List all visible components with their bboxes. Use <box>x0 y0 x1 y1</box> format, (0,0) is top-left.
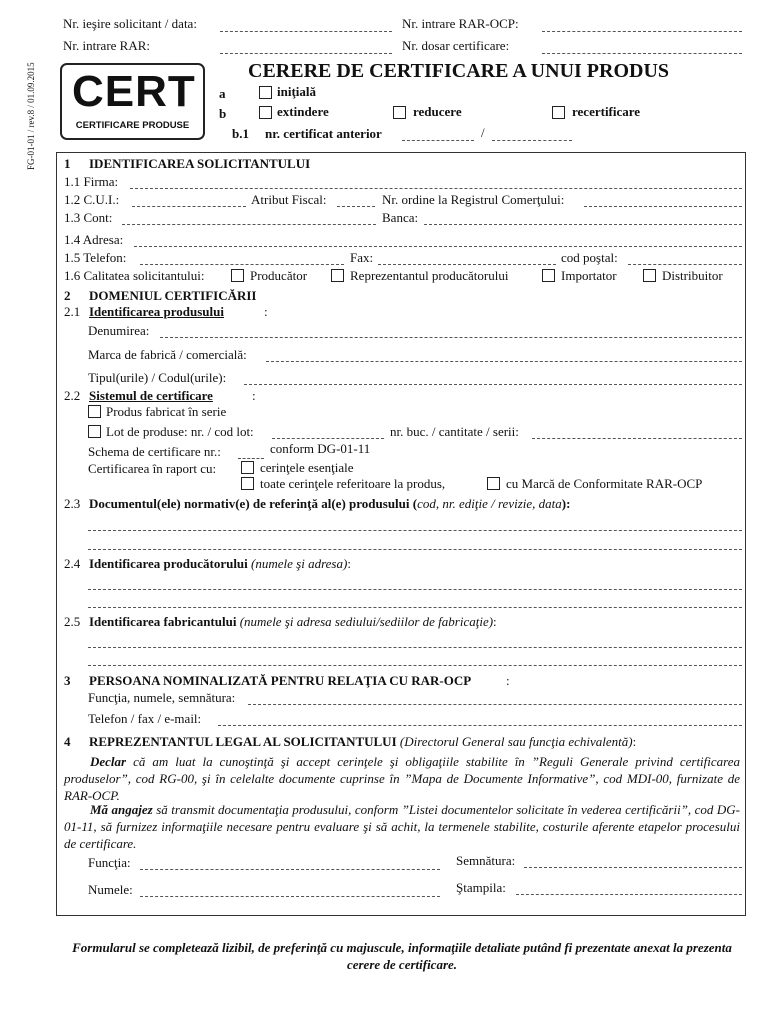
cont-field[interactable] <box>122 224 376 225</box>
recertificare-label: recertificare <box>572 104 641 119</box>
declaration-paragraph <box>64 753 740 804</box>
p25-title-end: : <box>493 614 497 629</box>
toate-cerintele-label: toate cerinţele referitoare la produs, <box>260 476 446 491</box>
cert-logo <box>60 63 205 140</box>
calitatea-label: 1.6 Calitatea solicitantului: <box>64 268 205 283</box>
section-2-number: 2 <box>64 288 71 303</box>
p22-colon: : <box>252 388 256 403</box>
registru-label: Nr. ordine la Registrul Comerţului: <box>382 192 565 207</box>
marca-field[interactable] <box>266 361 742 362</box>
lot-field[interactable] <box>272 438 384 439</box>
p25-title <box>89 614 497 630</box>
nr-iesire-label: Nr. ieşire solicitant / data: <box>63 16 197 31</box>
firma-field[interactable] <box>130 188 742 189</box>
fax-label: Fax: <box>350 250 374 265</box>
numele-label: Numele: <box>88 882 133 897</box>
cod-postal-field[interactable] <box>628 264 742 265</box>
p23-title-italic: cod, nr. ediţie / revizie, data <box>417 496 562 511</box>
banca-field[interactable] <box>424 224 742 225</box>
functia-label: Funcţia: <box>88 855 131 870</box>
schema-label: Schema de certificare nr.: <box>88 444 221 459</box>
conform-text: conform DG-01-11 <box>270 441 371 456</box>
cui-field[interactable] <box>132 206 246 207</box>
nr-iesire-field[interactable] <box>220 31 392 32</box>
p23-field-2[interactable] <box>88 549 742 550</box>
esentiale-label: cerinţele esenţiale <box>260 460 354 475</box>
esentiale-checkbox[interactable] <box>241 461 254 474</box>
producator-checkbox[interactable] <box>231 269 244 282</box>
marca-conformitate-label: cu Marcă de Conformitate RAR-OCP <box>506 476 703 491</box>
telefon-field[interactable] <box>140 264 344 265</box>
nrbuc-label: nr. buc. / cantitate / serii: <box>390 424 519 439</box>
extindere-checkbox[interactable] <box>259 106 272 119</box>
toate-cerintele-checkbox[interactable] <box>241 477 254 490</box>
commitment-paragraph <box>64 801 740 852</box>
type-b-letter: b <box>219 106 227 121</box>
section-4-number: 4 <box>64 734 71 749</box>
certificat-anterior-date-field[interactable] <box>492 140 572 141</box>
schema-field[interactable] <box>238 458 264 459</box>
section-4-title-main: REPREZENTANTUL LEGAL AL SOLICITANTULUI <box>89 734 397 749</box>
p24-title-main: Identificarea producătorului <box>89 556 248 571</box>
distribuitor-checkbox[interactable] <box>643 269 656 282</box>
logo-text: CERT <box>72 67 196 116</box>
nr-intrare-rar-field[interactable] <box>220 53 392 54</box>
nr-intrare-rar-label: Nr. intrare RAR: <box>63 38 151 53</box>
fax-field[interactable] <box>378 264 556 265</box>
logo-subtitle: CERTIFICARE PRODUSE <box>75 120 190 131</box>
firma-label: 1.1 Firma: <box>64 174 119 189</box>
p24-title-italic: (numele şi adresa) <box>251 556 348 571</box>
adresa-field[interactable] <box>134 246 742 247</box>
cod-postal-label: cod poştal: <box>561 250 618 265</box>
reducere-label: reducere <box>413 104 462 119</box>
p25-field-2[interactable] <box>88 665 742 666</box>
p24-field-1[interactable] <box>88 589 742 590</box>
p22-number: 2.2 <box>64 388 81 403</box>
initiala-label: iniţială <box>277 84 317 99</box>
adresa-label: 1.4 Adresa: <box>64 232 124 247</box>
page-title: CERERE DE CERTIFICARE A UNUI PRODUS <box>248 60 670 82</box>
section-4-title <box>89 734 636 750</box>
p23-title <box>89 496 570 512</box>
p25-title-main: Identificarea fabricantului <box>89 614 237 629</box>
type-a-letter: a <box>219 86 226 101</box>
semnatura-label: Semnătura: <box>456 853 516 868</box>
p21-colon: : <box>264 304 268 319</box>
section-4-title-colon: : <box>632 734 637 749</box>
form-code: FG-01-01 / rev.8 / 01.09.2015 <box>26 62 36 170</box>
nr-intrare-rar-ocp-label: Nr. intrare RAR-OCP: <box>402 16 519 31</box>
section-1-number: 1 <box>64 156 71 171</box>
importator-label: Importator <box>561 268 617 283</box>
producator-label: Producător <box>250 268 308 283</box>
numele-field[interactable] <box>140 896 440 897</box>
p23-field-1[interactable] <box>88 530 742 531</box>
angajez-text: să transmit documentaţia produsului, conform ”Listei documentelor solicitate în vederea certificării”, cod DG-01-11, să furnizez informaţiile necesare pentru evaluare şi să achit, la termenele stabilite, costurile aferente etapelor procesului de certificare. <box>64 802 741 851</box>
marca-label: Marca de fabrică / comercială: <box>88 347 247 362</box>
atribut-label: Atribut Fiscal: <box>251 192 327 207</box>
nr-dosar-label: Nr. dosar certificare: <box>402 38 510 53</box>
initiala-checkbox[interactable] <box>259 86 272 99</box>
reprezentant-label: Reprezentantul producătorului <box>350 268 509 283</box>
section-2-title: DOMENIUL CERTIFICĂRII <box>89 288 257 303</box>
angajez-bold: Mă angajez <box>90 802 153 817</box>
registru-field[interactable] <box>584 206 742 207</box>
p25-title-italic: (numele şi adresa sediului/sediilor de fabricaţie) <box>239 614 494 629</box>
serie-checkbox[interactable] <box>88 405 101 418</box>
functia-field[interactable] <box>140 869 440 870</box>
tipul-field[interactable] <box>244 384 742 385</box>
distribuitor-label: Distribuitor <box>662 268 723 283</box>
certificat-anterior-field[interactable] <box>402 140 474 141</box>
p23-title-end: ): <box>561 496 571 511</box>
stampila-label: Ştampila: <box>456 880 506 895</box>
p24-title-end: : <box>347 556 351 571</box>
section-1-title: IDENTIFICAREA SOLICITANTULUI <box>89 156 311 171</box>
banca-label: Banca: <box>382 210 419 225</box>
section-3-title: PERSOANA NOMINALIZATĂ PENTRU RELAŢIA CU RAR-OCP <box>89 673 472 688</box>
nr-intrare-rar-ocp-field[interactable] <box>542 31 742 32</box>
importator-checkbox[interactable] <box>542 269 555 282</box>
recertificare-checkbox[interactable] <box>552 106 565 119</box>
section-4-title-italic: (Directorul General sau funcţia echivalentă) <box>399 734 633 749</box>
slash: / <box>481 125 485 140</box>
certificat-anterior-label: nr. certificat anterior <box>265 126 382 141</box>
p25-number: 2.5 <box>64 614 81 629</box>
telefon-fax-field[interactable] <box>218 725 742 726</box>
stampila-field[interactable] <box>516 894 742 895</box>
p24-number: 2.4 <box>64 556 81 571</box>
lot-checkbox[interactable] <box>88 425 101 438</box>
reprezentant-checkbox[interactable] <box>331 269 344 282</box>
section-3-number: 3 <box>64 673 71 688</box>
p23-title-main: Documentul(ele) normativ(e) de referinţă al(e) produsului ( <box>89 496 418 511</box>
p24-field-2[interactable] <box>88 607 742 608</box>
nrbuc-field[interactable] <box>532 438 742 439</box>
telefon-label: 1.5 Telefon: <box>64 250 127 265</box>
footer-note: Formularul se completează lizibil, de preferinţă cu majuscule, informaţiile detaliate putând fi prezentate anexat la prezenta cerere de certificare. <box>72 940 732 972</box>
reducere-checkbox[interactable] <box>393 106 406 119</box>
functia-numele-field[interactable] <box>248 704 742 705</box>
declar-text: că am luat la cunoştinţă şi accept cerinţele şi obligaţiile stabilite în ”Reguli Generale privind certificarea produselor”, cod RG-00, şi în celelalte documente cuprinse în ”Mapa de Documente Informative”, cod MDI-00, furnizate de RAR-OCP. <box>64 754 741 803</box>
b1-label: b.1 <box>232 126 249 141</box>
lot-label: Lot de produse: nr. / cod lot: <box>106 424 254 439</box>
atribut-field[interactable] <box>337 206 375 207</box>
functia-numele-label: Funcţia, numele, semnătura: <box>88 690 236 705</box>
serie-label: Produs fabricat în serie <box>106 404 227 419</box>
cont-label: 1.3 Cont: <box>64 210 113 225</box>
marca-conformitate-checkbox[interactable] <box>487 477 500 490</box>
p22-title: Sistemul de certificare <box>89 388 213 403</box>
cui-label: 1.2 C.U.I.: <box>64 192 120 207</box>
p23-number: 2.3 <box>64 496 81 511</box>
p24-title <box>89 556 351 572</box>
nr-dosar-field[interactable] <box>542 53 742 54</box>
extindere-label: extindere <box>277 104 329 119</box>
declar-bold: Declar <box>90 754 127 769</box>
denumirea-field[interactable] <box>160 337 742 338</box>
p21-title: Identificarea produsului <box>89 304 224 319</box>
p21-number: 2.1 <box>64 304 81 319</box>
telefon-fax-label: Telefon / fax / e-mail: <box>88 711 202 726</box>
semnatura-field[interactable] <box>524 867 742 868</box>
p25-field-1[interactable] <box>88 647 742 648</box>
raport-label: Certificarea în raport cu: <box>88 461 217 476</box>
tipul-label: Tipul(urile) / Codul(urile): <box>88 370 227 385</box>
denumirea-label: Denumirea: <box>88 323 150 338</box>
